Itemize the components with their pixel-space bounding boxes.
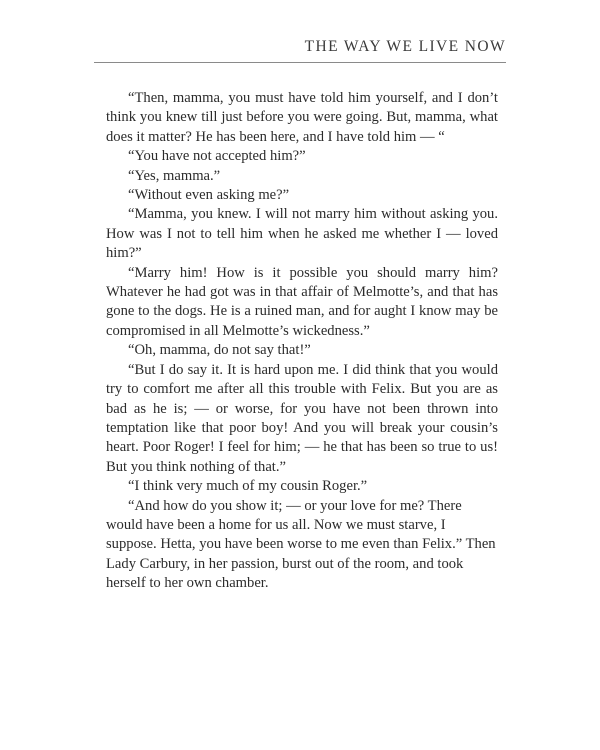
paragraph: “Without even asking me?” (128, 187, 290, 204)
paragraph: “And how do you show it; — or your love for me? There would have been a home for us all. Now we must starve, I suppose. Hetta, you have been worse to me even than Felix.” Then Lady Carbury, in her passion, burst out of the room, and took herself to her own chamber. (106, 497, 496, 592)
paragraph: “Marry him! How is it possible you should marry him? Whatever he had got was in that affair of Melmotte’s, and that has gone to the dogs. He is a ruined man, and for aught I know may be compromised in all Melmotte’s wickedness.” (106, 264, 498, 339)
page-body-text (106, 89, 498, 594)
paragraph: “I think very much of my cousin Roger.” (128, 478, 368, 495)
paragraph: “Oh, mamma, do not say that!” (128, 342, 311, 359)
paragraph: “Mamma, you knew. I will not marry him without asking you. How was I not to tell him when he asked me whether I — loved him?” (106, 206, 498, 262)
running-head-title: THE WAY WE LIVE NOW (304, 38, 506, 55)
header-rule (94, 62, 506, 63)
paragraph: “Yes, mamma.” (128, 167, 221, 184)
paragraph: “Then, mamma, you must have told him yourself, and I don’t think you knew till just before you were going. But, mamma, what does it matter? He has been here, and I have told him — “ (106, 90, 498, 145)
paragraph: “You have not accepted him?” (128, 148, 306, 165)
paragraph: “But I do say it. It is hard upon me. I did think that you would try to comfort me after all this trouble with Felix. But you are as bad as he is; — or worse, for you have not been thrown into temptation like that poor boy! And you will break your cousin’s heart. Poor Roger! I feel for him; — he that has been so true to us! But you think nothing of that.” (106, 361, 498, 475)
